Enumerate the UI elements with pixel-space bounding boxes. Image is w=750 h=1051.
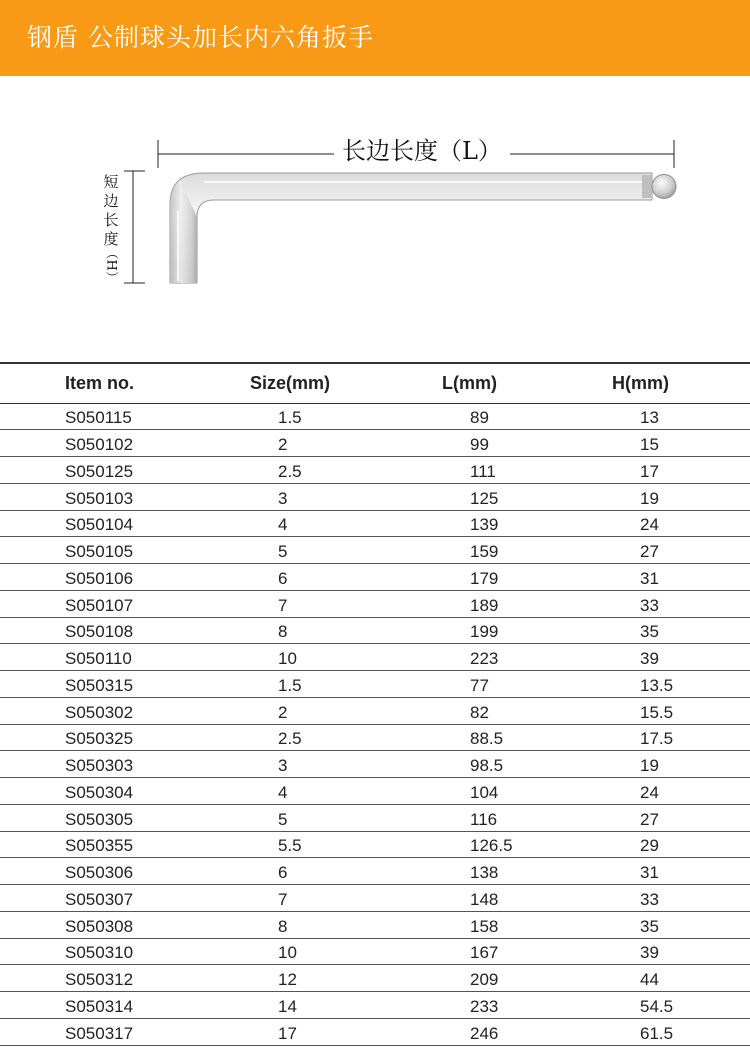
short-label-char: 短 xyxy=(103,173,119,191)
cell-height: 27 xyxy=(610,537,750,564)
cell-height: 29 xyxy=(610,831,750,858)
table-row xyxy=(0,564,750,591)
cell-length: 111 xyxy=(440,457,610,484)
cell-item-no: S050315 xyxy=(0,671,250,698)
short-dimension-line xyxy=(124,171,145,283)
cell-item-no: S050108 xyxy=(0,617,250,644)
cell-height: 27 xyxy=(610,804,750,831)
cell-item-no: S050305 xyxy=(0,804,250,831)
cell-length: 189 xyxy=(440,590,610,617)
cell-size: 12 xyxy=(250,965,440,992)
table-row xyxy=(0,911,750,938)
cell-size: 14 xyxy=(250,992,440,1019)
cell-item-no: S050312 xyxy=(0,965,250,992)
cell-height: 61.5 xyxy=(610,1018,750,1045)
cell-height: 33 xyxy=(610,885,750,912)
cell-length: 126.5 xyxy=(440,831,610,858)
page-title-banner xyxy=(0,0,750,76)
short-side-length-label xyxy=(100,173,122,284)
hex-key xyxy=(170,173,676,283)
cell-length: 148 xyxy=(440,885,610,912)
cell-height: 54.5 xyxy=(610,992,750,1019)
cell-size: 2 xyxy=(250,697,440,724)
cell-height: 15 xyxy=(610,430,750,457)
table-row xyxy=(0,751,750,778)
cell-item-no: S050310 xyxy=(0,938,250,965)
cell-size: 4 xyxy=(250,510,440,537)
cell-height: 17 xyxy=(610,457,750,484)
cell-size: 6 xyxy=(250,564,440,591)
table-row xyxy=(0,617,750,644)
cell-length: 246 xyxy=(440,1018,610,1045)
page-title: 钢盾 公制球头加长内六角扳手 xyxy=(27,23,374,52)
cell-size: 10 xyxy=(250,938,440,965)
table-row xyxy=(0,1018,750,1045)
spec-table xyxy=(0,362,750,1046)
table-row xyxy=(0,403,750,430)
cell-height: 13 xyxy=(610,403,750,430)
table-row xyxy=(0,537,750,564)
long-side-length-label: 长边长度（L） xyxy=(334,131,510,171)
cell-size: 7 xyxy=(250,885,440,912)
table-body xyxy=(0,403,750,1045)
cell-length: 104 xyxy=(440,778,610,805)
cell-item-no: S050307 xyxy=(0,885,250,912)
cell-length: 223 xyxy=(440,644,610,671)
cell-item-no: S050314 xyxy=(0,992,250,1019)
cell-item-no: S050103 xyxy=(0,483,250,510)
cell-length: 125 xyxy=(440,483,610,510)
cell-item-no: S050115 xyxy=(0,403,250,430)
cell-height: 17.5 xyxy=(610,724,750,751)
cell-height: 24 xyxy=(610,510,750,537)
wrench-diagram xyxy=(0,76,750,366)
table-row xyxy=(0,804,750,831)
cell-item-no: S050306 xyxy=(0,858,250,885)
cell-size: 3 xyxy=(250,751,440,778)
cell-height: 15.5 xyxy=(610,697,750,724)
cell-item-no: S050325 xyxy=(0,724,250,751)
cell-size: 10 xyxy=(250,644,440,671)
cell-height: 19 xyxy=(610,751,750,778)
cell-size: 17 xyxy=(250,1018,440,1045)
table-row xyxy=(0,724,750,751)
table-row xyxy=(0,590,750,617)
cell-length: 199 xyxy=(440,617,610,644)
cell-height: 39 xyxy=(610,644,750,671)
short-label-char: 边 xyxy=(103,192,119,210)
table-row xyxy=(0,885,750,912)
cell-length: 139 xyxy=(440,510,610,537)
cell-height: 31 xyxy=(610,564,750,591)
cell-item-no: S050110 xyxy=(0,644,250,671)
cell-height: 31 xyxy=(610,858,750,885)
cell-item-no: S050105 xyxy=(0,537,250,564)
column-header-height: H(mm) xyxy=(610,363,750,403)
cell-item-no: S050303 xyxy=(0,751,250,778)
cell-height: 35 xyxy=(610,911,750,938)
cell-height: 19 xyxy=(610,483,750,510)
cell-height: 35 xyxy=(610,617,750,644)
cell-size: 5 xyxy=(250,804,440,831)
table-header-row xyxy=(0,363,750,403)
table-row xyxy=(0,858,750,885)
table-row xyxy=(0,644,750,671)
cell-size: 1.5 xyxy=(250,671,440,698)
cell-length: 98.5 xyxy=(440,751,610,778)
column-header-size: Size(mm) xyxy=(250,363,440,403)
cell-length: 99 xyxy=(440,430,610,457)
table-row xyxy=(0,510,750,537)
cell-item-no: S050104 xyxy=(0,510,250,537)
cell-size: 5.5 xyxy=(250,831,440,858)
cell-size: 7 xyxy=(250,590,440,617)
cell-length: 138 xyxy=(440,858,610,885)
column-header-length: L(mm) xyxy=(440,363,610,403)
cell-item-no: S050102 xyxy=(0,430,250,457)
cell-item-no: S050308 xyxy=(0,911,250,938)
cell-height: 44 xyxy=(610,965,750,992)
cell-length: 116 xyxy=(440,804,610,831)
table-row xyxy=(0,992,750,1019)
cell-size: 3 xyxy=(250,483,440,510)
short-label-unit: （H） xyxy=(103,246,119,284)
cell-height: 33 xyxy=(610,590,750,617)
cell-length: 158 xyxy=(440,911,610,938)
table-row xyxy=(0,697,750,724)
cell-item-no: S050302 xyxy=(0,697,250,724)
table-row xyxy=(0,483,750,510)
cell-size: 5 xyxy=(250,537,440,564)
cell-item-no: S050125 xyxy=(0,457,250,484)
short-label-char: 长 xyxy=(103,211,119,229)
cell-item-no: S050304 xyxy=(0,778,250,805)
table-row xyxy=(0,671,750,698)
cell-length: 77 xyxy=(440,671,610,698)
short-label-char: 度 xyxy=(103,230,119,248)
cell-height: 39 xyxy=(610,938,750,965)
cell-size: 1.5 xyxy=(250,403,440,430)
cell-length: 159 xyxy=(440,537,610,564)
cell-size: 4 xyxy=(250,778,440,805)
table-row xyxy=(0,831,750,858)
table-row xyxy=(0,430,750,457)
cell-item-no: S050317 xyxy=(0,1018,250,1045)
cell-size: 2 xyxy=(250,430,440,457)
cell-length: 89 xyxy=(440,403,610,430)
column-header-item-no: Item no. xyxy=(0,363,250,403)
table-row xyxy=(0,457,750,484)
cell-size: 2.5 xyxy=(250,724,440,751)
cell-size: 2.5 xyxy=(250,457,440,484)
table-row xyxy=(0,778,750,805)
table-row xyxy=(0,938,750,965)
cell-length: 167 xyxy=(440,938,610,965)
cell-length: 88.5 xyxy=(440,724,610,751)
cell-item-no: S050107 xyxy=(0,590,250,617)
cell-height: 13.5 xyxy=(610,671,750,698)
cell-length: 82 xyxy=(440,697,610,724)
cell-length: 209 xyxy=(440,965,610,992)
cell-length: 233 xyxy=(440,992,610,1019)
cell-length: 179 xyxy=(440,564,610,591)
cell-size: 8 xyxy=(250,617,440,644)
cell-size: 6 xyxy=(250,858,440,885)
cell-height: 24 xyxy=(610,778,750,805)
cell-item-no: S050106 xyxy=(0,564,250,591)
cell-size: 8 xyxy=(250,911,440,938)
cell-item-no: S050355 xyxy=(0,831,250,858)
table-row xyxy=(0,965,750,992)
